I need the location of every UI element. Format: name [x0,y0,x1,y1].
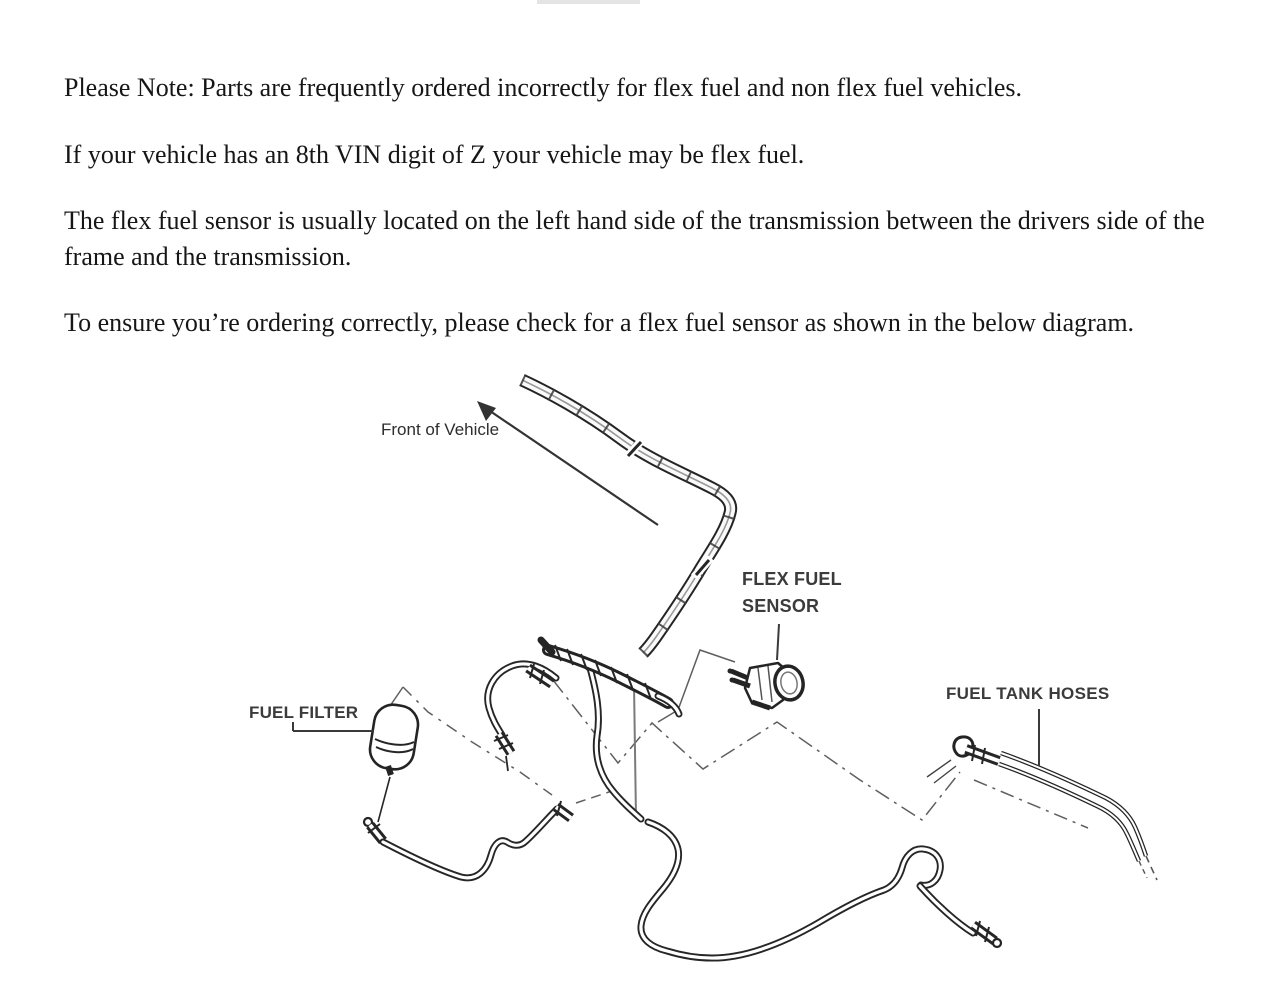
note-paragraph-1: Please Note: Parts are frequently ordered incorrectly for flex fuel and non flex fuel vehicles. [64,73,1023,102]
quick-connect-cluster [541,640,679,714]
main-fuel-lines [522,380,731,653]
lower-left-hose [364,801,571,878]
left-hose [488,664,556,771]
flex-fuel-sensor-label [742,566,842,620]
fuel-filter-drawing [367,702,420,822]
fuel-tank-hoses-drawing [927,737,1157,880]
flex-fuel-sensor-drawing [728,663,807,708]
fuel-filter-label: FUEL FILTER [249,703,359,722]
front-of-vehicle-label: Front of Vehicle [381,420,500,439]
note-paragraph-3: The flex fuel sensor is usually located on the left hand side of the transmission between the drivers side of the frame and the transmission. [64,206,1205,271]
center-vertical-line [634,684,636,818]
note-paragraph-2: If your vehicle has an 8th VIN digit of Z your vehicle may be flex fuel. [64,140,805,169]
fuel-tank-hoses-label: FUEL TANK HOSES [946,684,1110,703]
note-paragraph-4: To ensure you’re ordering correctly, please check for a flex fuel sensor as shown in the below diagram. [64,308,1135,337]
lower-main-hose [641,822,1001,958]
flex-fuel-sensor-label-line2: SENSOR [742,596,820,616]
front-of-vehicle-arrow [477,401,658,525]
flex-fuel-sensor-label-line1: FLEX FUEL [742,569,842,589]
